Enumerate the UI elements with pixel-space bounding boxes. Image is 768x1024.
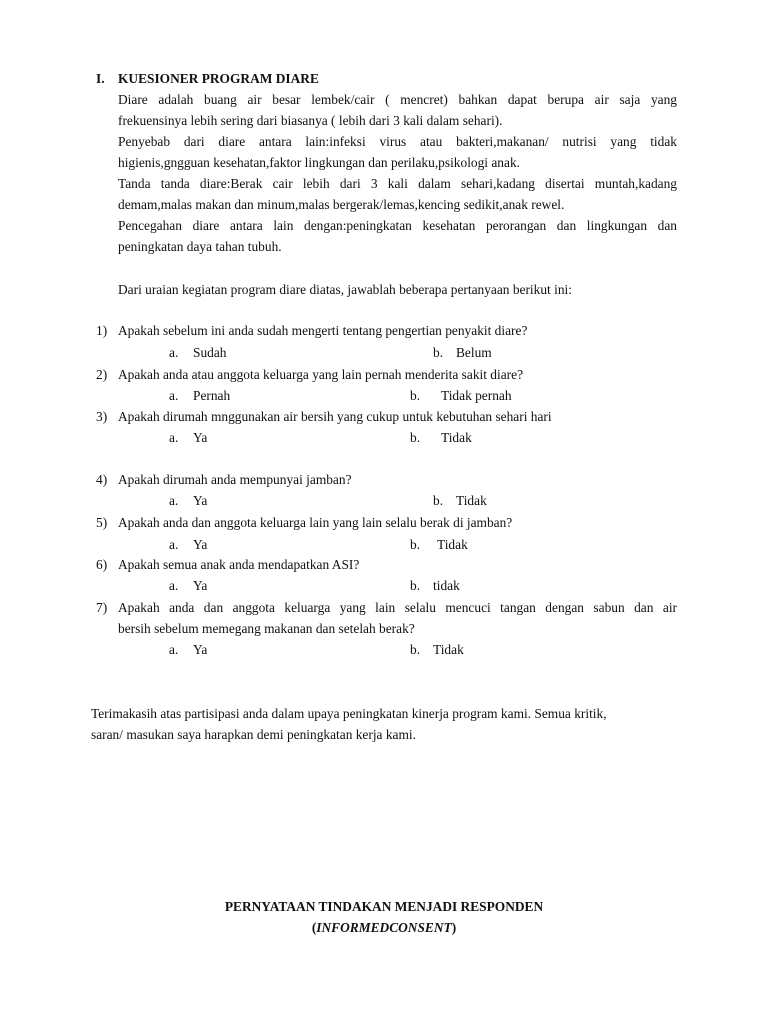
question-text: Apakah sebelum ini anda sudah mengerti tentang pengertian penyakit diare? xyxy=(118,323,528,338)
option-b: Tidak pernah xyxy=(441,388,512,403)
option-b-letter: b. xyxy=(410,388,421,403)
option-a: Ya xyxy=(193,493,208,508)
option-a: Ya xyxy=(193,578,208,593)
option-a: Pernah xyxy=(193,388,231,403)
option-b: Belum xyxy=(456,345,492,360)
option-a-letter: a. xyxy=(169,578,179,593)
option-b: Tidak xyxy=(456,493,487,508)
question-text: Apakah semua anak anda mendapatkan ASI? xyxy=(118,557,360,572)
closing-text: Terimakasih atas partisipasi anda dalam upaya peningkatan kinerja program kami. Semua kritik, xyxy=(91,706,607,721)
question-number: 4) xyxy=(96,472,108,487)
instruction-text: Dari uraian kegiatan program diare diatas, jawablah beberapa pertanyaan berikut ini: xyxy=(118,282,572,297)
consent-subtitle-text: INFORMEDCONSENT xyxy=(316,920,452,935)
option-a: Ya xyxy=(193,430,208,445)
option-b: Tidak xyxy=(437,537,468,552)
question-number: 1) xyxy=(96,323,108,338)
paragraph-line: higienis,gngguan kesehatan,faktor lingkungan dan perilaku,psikologi anak. xyxy=(118,155,520,170)
consent-subtitle-open: ( xyxy=(311,920,317,935)
question-number: 3) xyxy=(96,409,108,424)
option-b-letter: b. xyxy=(433,493,444,508)
consent-title: PERNYATAAN TINDAKAN MENJADI RESPONDEN xyxy=(224,899,544,914)
section-title: KUESIONER PROGRAM DIARE xyxy=(118,71,319,86)
question-text: Apakah dirumah mnggunakan air bersih yang cukup untuk kebutuhan sehari hari xyxy=(118,409,552,424)
consent-subtitle-close: ) xyxy=(451,920,457,935)
question-number: 2) xyxy=(96,367,108,382)
option-b: Tidak xyxy=(441,430,472,445)
question-text: bersih sebelum memegang makanan dan setelah berak? xyxy=(118,621,415,636)
option-b: tidak xyxy=(433,578,460,593)
paragraph-line: Penyebab dari diare antara lain:infeksi virus atau bakteri,makanan/ nutrisi yang tidak xyxy=(118,134,677,149)
option-b-letter: b. xyxy=(410,430,421,445)
option-a-letter: a. xyxy=(169,345,179,360)
question-number: 5) xyxy=(96,515,108,530)
paragraph-line: Diare adalah buang air besar lembek/cair ( mencret) bahkan dapat berupa air saja yang xyxy=(118,92,677,107)
question-text: Apakah dirumah anda mempunyai jamban? xyxy=(118,472,352,487)
question-text: Apakah anda dan anggota keluarga lain yang lain selalu berak di jamban? xyxy=(118,515,513,530)
option-b-letter: b. xyxy=(433,345,444,360)
option-b: Tidak xyxy=(433,642,464,657)
option-a-letter: a. xyxy=(169,430,179,445)
option-b-letter: b. xyxy=(410,642,421,657)
option-a: Ya xyxy=(193,642,208,657)
question-text: Apakah anda atau anggota keluarga yang lain pernah menderita sakit diare? xyxy=(118,367,524,382)
option-a: Sudah xyxy=(193,345,227,360)
paragraph-line: Tanda tanda diare:Berak cair lebih dari 3 kali dalam sehari,kadang disertai muntah,kadang xyxy=(118,176,677,191)
question-number: 6) xyxy=(96,557,108,572)
consent-subtitle xyxy=(0,920,768,936)
paragraph-line: Pencegahan diare antara lain dengan:peningkatan kesehatan perorangan dan lingkungan dan xyxy=(118,218,677,233)
option-a-letter: a. xyxy=(169,388,179,403)
closing-text: saran/ masukan saya harapkan demi peningkatan kerja kami. xyxy=(91,727,416,742)
option-a-letter: a. xyxy=(169,537,179,552)
paragraph-line: peningkatan daya tahan tubuh. xyxy=(118,239,282,254)
question-number: 7) xyxy=(96,600,108,615)
option-b-letter: b. xyxy=(410,578,421,593)
paragraph-line: frekuensinya lebih sering dari biasanya ( lebih dari 3 kali dalam sehari). xyxy=(118,113,503,128)
option-a-letter: a. xyxy=(169,493,179,508)
option-b-letter: b. xyxy=(410,537,421,552)
section-number: I. xyxy=(96,71,105,86)
paragraph-line: demam,malas makan dan minum,malas bergerak/lemas,kencing sedikit,anak rewel. xyxy=(118,197,565,212)
question-text: Apakah anda dan anggota keluarga yang lain selalu mencuci tangan dengan sabun dan air xyxy=(118,600,677,615)
option-a-letter: a. xyxy=(169,642,179,657)
option-a: Ya xyxy=(193,537,208,552)
